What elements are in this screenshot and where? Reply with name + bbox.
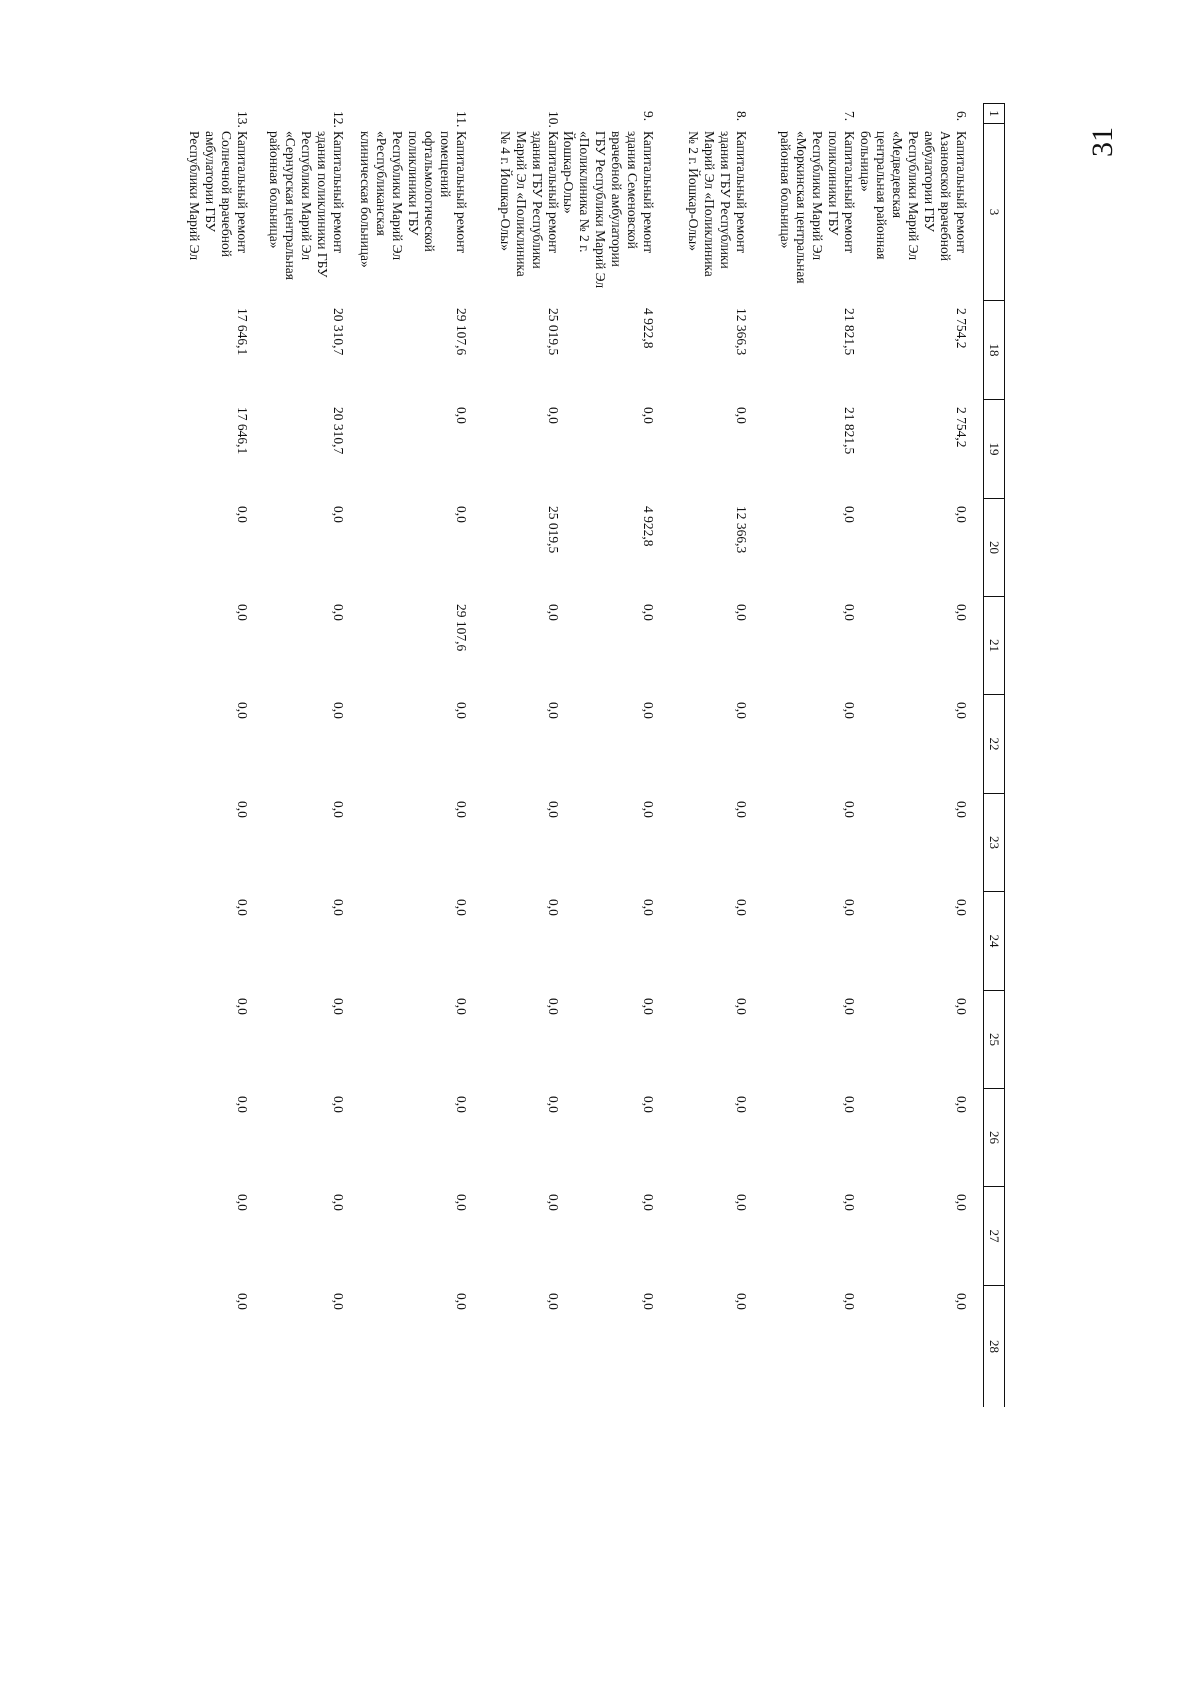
value-cell-col-27: 0,0 — [954, 1194, 969, 1211]
value-cell-col-28: 0,0 — [546, 1293, 561, 1310]
value-cell-col-20: 25 019,5 — [546, 506, 561, 554]
value-cell-col-24: 0,0 — [842, 899, 857, 916]
value-cell-col-19: 17 646,1 — [235, 407, 250, 455]
column-header-23: 23 — [984, 793, 1004, 891]
value-cell-col-22: 0,0 — [331, 702, 346, 719]
value-cell-col-27: 0,0 — [546, 1194, 561, 1211]
value-cell-col-20: 0,0 — [954, 506, 969, 523]
value-cell-col-21: 0,0 — [842, 604, 857, 621]
value-cell-col-25: 0,0 — [954, 998, 969, 1015]
value-cell-col-19: 0,0 — [454, 407, 469, 424]
row-number: 11. — [454, 111, 469, 128]
value-cell-col-27: 0,0 — [454, 1194, 469, 1211]
value-cell-col-22: 0,0 — [641, 702, 656, 719]
value-cell-col-26: 0,0 — [331, 1096, 346, 1113]
value-cell-col-22: 0,0 — [734, 702, 749, 719]
value-cell-col-22: 0,0 — [546, 702, 561, 719]
value-cell-col-23: 0,0 — [454, 801, 469, 818]
value-cell-col-19: 20 310,7 — [331, 407, 346, 455]
value-cell-col-24: 0,0 — [641, 899, 656, 916]
value-cell-col-28: 0,0 — [235, 1293, 250, 1310]
value-cell-col-28: 0,0 — [734, 1293, 749, 1310]
value-cell-col-18: 2 754,2 — [954, 308, 969, 349]
column-header-22: 22 — [984, 694, 1004, 793]
value-cell-col-28: 0,0 — [842, 1293, 857, 1310]
value-cell-col-20: 0,0 — [331, 506, 346, 523]
value-cell-col-21: 0,0 — [954, 604, 969, 621]
value-cell-col-23: 0,0 — [641, 801, 656, 818]
value-cell-col-19: 0,0 — [546, 407, 561, 424]
row-description: Капитальный ремонт здания ГБУ Республики Марий Эл «Поликлиника № 2 г. Йошкар-Олы» — [686, 131, 749, 277]
row-description: Капитальный ремонт здания поликлиники ГБУ Республики Марий Эл «Сернурская центральная районная больница» — [267, 131, 346, 280]
row-number: 6. — [954, 111, 969, 122]
value-cell-col-22: 0,0 — [954, 702, 969, 719]
page-number: 31 — [1086, 127, 1119, 157]
row-number: 7. — [842, 111, 857, 122]
value-cell-col-26: 0,0 — [954, 1096, 969, 1113]
value-cell-col-20: 4 922,8 — [641, 506, 656, 547]
row-description: Капитальный ремонт здания Семеновской врачебной амбулатории ГБУ Республики Марий Эл «Поликлиника № 2 г. Йошкар-Олы» — [561, 131, 656, 289]
value-cell-col-22: 0,0 — [454, 702, 469, 719]
value-cell-col-19: 21 821,5 — [842, 407, 857, 455]
value-cell-col-23: 0,0 — [954, 801, 969, 818]
row-number: 13. — [235, 111, 250, 128]
value-cell-col-18: 25 019,5 — [546, 308, 561, 356]
value-cell-col-24: 0,0 — [954, 899, 969, 916]
row-description: Капитальный ремонт Азановской врачебной амбулатории ГБУ Республики Марий Эл «Медведевская центральная районная больница» — [858, 131, 969, 261]
value-cell-col-26: 0,0 — [734, 1096, 749, 1113]
column-header-28: 28 — [984, 1285, 1004, 1407]
value-cell-col-28: 0,0 — [641, 1293, 656, 1310]
column-header-20: 20 — [984, 498, 1004, 596]
value-cell-col-26: 0,0 — [842, 1096, 857, 1113]
row-number: 12. — [331, 111, 346, 128]
value-cell-col-20: 0,0 — [454, 506, 469, 523]
value-cell-col-19: 0,0 — [734, 407, 749, 424]
value-cell-col-18: 17 646,1 — [235, 308, 250, 356]
value-cell-col-18: 21 821,5 — [842, 308, 857, 356]
value-cell-col-18: 12 366,3 — [734, 308, 749, 356]
value-cell-col-21: 0,0 — [331, 604, 346, 621]
value-cell-col-27: 0,0 — [842, 1194, 857, 1211]
value-cell-col-23: 0,0 — [235, 801, 250, 818]
value-cell-col-22: 0,0 — [842, 702, 857, 719]
value-cell-col-26: 0,0 — [641, 1096, 656, 1113]
value-cell-col-21: 0,0 — [235, 604, 250, 621]
budget-table — [187, 103, 1005, 1613]
value-cell-col-24: 0,0 — [331, 899, 346, 916]
value-cell-col-26: 0,0 — [235, 1096, 250, 1113]
value-cell-col-18: 4 922,8 — [641, 308, 656, 349]
value-cell-col-23: 0,0 — [546, 801, 561, 818]
value-cell-col-28: 0,0 — [454, 1293, 469, 1310]
column-header-18: 18 — [984, 300, 1004, 399]
value-cell-col-23: 0,0 — [842, 801, 857, 818]
value-cell-col-18: 29 107,6 — [454, 308, 469, 356]
column-header-1: 1 — [984, 103, 1004, 123]
row-number: 9. — [641, 111, 656, 122]
value-cell-col-25: 0,0 — [235, 998, 250, 1015]
value-cell-col-20: 0,0 — [235, 506, 250, 523]
value-cell-col-25: 0,0 — [546, 998, 561, 1015]
value-cell-col-28: 0,0 — [954, 1293, 969, 1310]
value-cell-col-24: 0,0 — [454, 899, 469, 916]
value-cell-col-20: 12 366,3 — [734, 506, 749, 554]
value-cell-col-26: 0,0 — [546, 1096, 561, 1113]
value-cell-col-25: 0,0 — [842, 998, 857, 1015]
value-cell-col-27: 0,0 — [734, 1194, 749, 1211]
value-cell-col-20: 0,0 — [842, 506, 857, 523]
row-description: Капитальный ремонт здания ГБУ Республики Марий Эл «Поликлиника № 4 г. Йошкар-Олы» — [498, 131, 561, 277]
value-cell-col-28: 0,0 — [331, 1293, 346, 1310]
value-cell-col-25: 0,0 — [454, 998, 469, 1015]
value-cell-col-23: 0,0 — [331, 801, 346, 818]
column-header-19: 19 — [984, 399, 1004, 498]
row-description: Капитальный ремонт Солнечной врачебной амбулатории ГБУ Республики Марий Эл — [187, 131, 250, 261]
column-header-21: 21 — [984, 596, 1004, 694]
column-header-27: 27 — [984, 1186, 1004, 1285]
row-number: 10. — [546, 111, 561, 128]
value-cell-col-27: 0,0 — [641, 1194, 656, 1211]
column-header-24: 24 — [984, 891, 1004, 990]
value-cell-col-22: 0,0 — [235, 702, 250, 719]
value-cell-col-25: 0,0 — [734, 998, 749, 1015]
value-cell-col-19: 2 754,2 — [954, 407, 969, 448]
value-cell-col-21: 29 107,6 — [454, 604, 469, 652]
value-cell-col-27: 0,0 — [331, 1194, 346, 1211]
value-cell-col-21: 0,0 — [641, 604, 656, 621]
value-cell-col-18: 20 310,7 — [331, 308, 346, 356]
value-cell-col-26: 0,0 — [454, 1096, 469, 1113]
row-number: 8. — [734, 111, 749, 122]
table-header-row — [983, 103, 1005, 1407]
value-cell-col-21: 0,0 — [734, 604, 749, 621]
value-cell-col-25: 0,0 — [641, 998, 656, 1015]
column-header-3: 3 — [984, 123, 1004, 300]
value-cell-col-24: 0,0 — [734, 899, 749, 916]
row-description: Капитальный ремонт поликлиники ГБУ Республики Марий Эл «Моркинская центральная районная больница» — [778, 131, 857, 284]
value-cell-col-25: 0,0 — [331, 998, 346, 1015]
value-cell-col-24: 0,0 — [546, 899, 561, 916]
value-cell-col-23: 0,0 — [734, 801, 749, 818]
value-cell-col-21: 0,0 — [546, 604, 561, 621]
value-cell-col-19: 0,0 — [641, 407, 656, 424]
column-header-26: 26 — [984, 1088, 1004, 1186]
row-description: Капитальный ремонт помещений офтальмологической поликлиники ГБУ Республики Марий Эл «Республиканская клиническая больница» — [358, 131, 469, 268]
value-cell-col-24: 0,0 — [235, 899, 250, 916]
column-header-25: 25 — [984, 990, 1004, 1088]
value-cell-col-27: 0,0 — [235, 1194, 250, 1211]
